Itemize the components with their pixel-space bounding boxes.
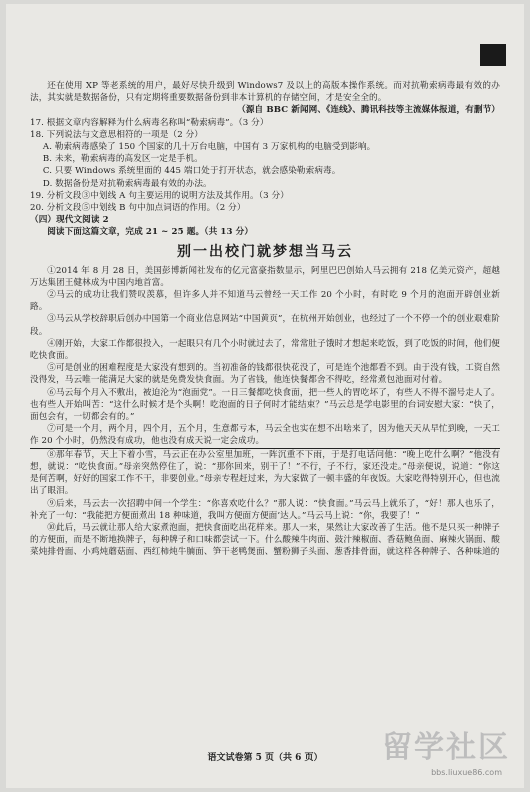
option-b: B. 未来，勒索病毒的高发区一定是手机。 xyxy=(42,154,203,165)
article-paragraph-1: ①2014 年 8 月 28 日，美国彭博新闻社发布的亿元富豪指数显示，阿里巴巴创始人马云拥有 218 亿美元资产，超越万达集团王健林成为中国内地首富。 xyxy=(30,265,500,288)
watermark-url: bbs.liuxue86.com xyxy=(431,768,502,777)
article-paragraph-5: ⑤可是创业的困难程度是大家没有想到的。当初准备的钱都很快花没了，可是连个池都看不到。由于没有钱，工资自然没得发，马云唯一能满足大家的就是免费发快食面。为了省钱，他连快餐都舍不得吃，经常煮包池面对付着。 xyxy=(30,363,500,386)
section-heading: （四）现代文阅读 2 xyxy=(30,215,109,226)
article-paragraph-2: ②马云的成功让我们赞叹羡慕，但许多人并不知道马云曾经一天工作 20 个小时，有时吃 9 个月的泡面开辟创业新路。 xyxy=(30,290,500,313)
page-content xyxy=(30,80,500,559)
option-a: A. 勒索病毒感染了 150 个国家的几十万台电脑，中国有 3 万家机构的电脑受到影响。 xyxy=(42,142,376,153)
question-18: 18. 下列说法与文意思相符的一项是（2 分） xyxy=(30,129,203,140)
article-paragraph-10: ⑩此后，马云就让那人给大家煮泡面，把快食面吃出花样来。那人一来，果然让大家改善了生活。他不是只买一种牌子的方便面，而是不断地换牌子，每种牌子和口味都尝试一下。什么酸辣牛肉面、鼓汁辣椒面、香菇鲍鱼面、麻辣火锅面、酸菜炖排骨面、小鸡炖蘑菇面、西红柿炖牛腩面、笋干老鸭煲面、蟹粉狮子头面、葱香排骨面，就这样各种牌子、各种味道的 xyxy=(30,522,500,558)
article-paragraph-7: ⑦可是一个月，两个月，四个月，五个月，生意都亏本，马云全也实在想不出啥来了，因为他天天从早忙到晚，一天工作 20 个小时，仍然没有成功，他也没有成天说一定会成功。 xyxy=(30,423,500,448)
article-paragraph-3: ③马云从学校辞职后创办中国第一个商业信息网站“中国黄页”，在杭州开始创业，也经过了一个不停一个的创业艰难阶段。 xyxy=(30,314,500,337)
watermark-logo xyxy=(360,730,510,784)
article-title: 别一出校门就梦想当马云 xyxy=(177,243,353,260)
article-paragraph-6: ⑥马云每个月入不敷出，被迫沦为“泡面党”。一日三餐都吃快食面，把一些人的胃吃坏了，有些人不得不溜号走人了。也有些人开始叫苦：“这什么时候才是个头啊！吃泡面的日子何时才能结束？”马云总是学电影里的台词安慰大家：“快了，面包会有，一切都会有的。” xyxy=(30,387,500,423)
question-17: 17. 根据文章内容解释为什么病毒名称叫“勒索病毒”。（3 分） xyxy=(30,117,269,128)
section-instruction: 阅读下面这篇文章，完成 21 ~ 25 题。（共 13 分） xyxy=(47,227,254,238)
option-d: D. 数据备份是对抗勒索病毒最有效的办法。 xyxy=(42,178,212,189)
article-paragraph-8: ⑧那年春节，天上下着小雪，马云正在办公室里加班，一阵沉重不下雨，于是打电话问他：“晚上吃什么啊？”他没有想，就说：“吃快食面。”母亲突然停住了，说：“那你回来，别干了！”不行，子不行，家还没走。”母亲便说，说道：“你这是何苦啊，好好的国家工作不干，非要创业。”母亲专程赶过来，为大家做了一顿丰盛的年夜饭。大家吃得特别开心，但也流出了眼泪。 xyxy=(30,449,500,497)
article-paragraph-9: ⑨后来，马云去一次招聘中间一个学生：“你喜欢吃什么？”那人说：“快食面。”马云马上就乐了，“好！那人也乐了，补充了一句：“我能把方便面煮出 18 种味道，我叫方便面方便面’达人。”马云马上说：“你，我要了！” xyxy=(30,498,500,521)
question-19: 19. 分析文段③中划线 A 句主要运用的说明方法及其作用。（3 分） xyxy=(30,190,289,201)
option-c: C. 只要 Windows 系统里面的 445 端口处于打开状态，就会感染勒索病毒。 xyxy=(42,166,341,177)
article-paragraph-4: ④刚开始，大家工作都很投入，一起眼只有几个小时就过去了，常常肚子饿时才想起来吃饭，到了吃饭的时间，他们便吃快食面。 xyxy=(30,338,500,362)
question-20: 20. 分析文段⑤中划线 B 句中加点词语的作用。（2 分） xyxy=(30,203,246,214)
registration-mark xyxy=(480,44,506,66)
passage1-source: （源自 BBC 新闻网、《连线》、腾讯科技等主流媒体报道，有删节） xyxy=(237,105,500,116)
exam-page xyxy=(6,4,524,788)
watermark-text: 留学社区 xyxy=(382,730,510,765)
passage1-text: 还在使用 XP 等老系统的用户，最好尽快升级到 Windows7 及以上的高版本操作系统。而对抗勒索病毒最有效的办法，其实就是数据备份，只有定期将重要数据备份到非本计算机的存储空间，才是安全全的。 xyxy=(30,81,500,104)
page-footer: 语文试卷第 5 页（共 6 页） xyxy=(207,753,323,763)
